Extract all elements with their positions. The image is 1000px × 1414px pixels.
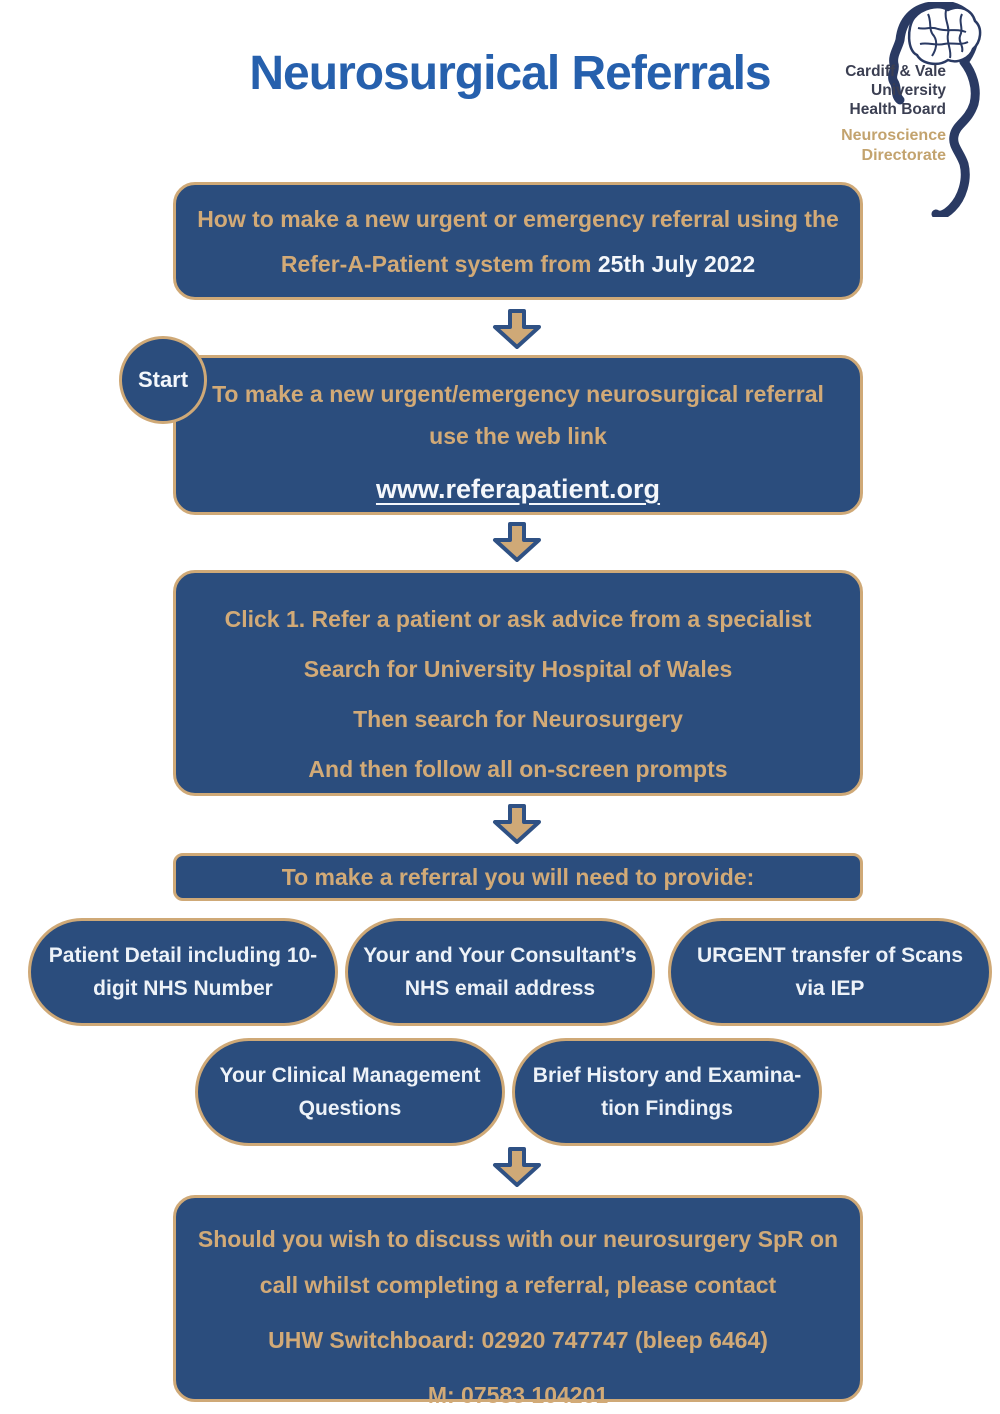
intro-line1: How to make a new urgent or emergency referral using the [197,206,839,232]
requirements-header [173,853,863,901]
contact-line: call whilst completing a referral, please contact [259,1272,777,1298]
intro-line2: Refer-A-Patient system from 25th July 2022 [280,251,756,277]
requirement-pill-scans: URGENT transfer of Scans via IEP [668,918,992,1026]
down-arrow-icon [487,1147,547,1187]
instruction-step: Then search for Neurosurgery [353,706,683,732]
requirement-pill-management-questions: Your Clinical Management Questions [195,1038,505,1146]
requirements-heading: To make a referral you will need to provide: [281,863,755,890]
weblink-line1: To make a new urgent/emergency neurosurgical referral [212,381,824,407]
mobile-number: M: 07583 104201 [427,1382,609,1408]
down-arrow-icon [487,522,547,562]
start-label: Start [137,367,189,392]
weblink-box [173,355,863,515]
requirement-pill-email: Your and Your Consultant’s NHS email address [345,918,655,1026]
instruction-step: And then follow all on-screen prompts [308,756,728,782]
contact-line: Should you wish to discuss with our neurosurgery SpR on [197,1226,839,1252]
requirement-pill-history-findings: Brief History and Examina- tion Findings [512,1038,822,1146]
logo-text [821,62,946,166]
logo-org-line: University [871,82,946,99]
instructions-box [173,570,863,796]
go-live-date: 25th July 2022 [597,251,756,277]
weblink-line2: use the web link [429,423,607,449]
instruction-step: Click 1. Refer a patient or ask advice from a specialist [224,606,812,632]
logo-org-line: Cardiff & Vale [845,63,946,80]
requirement-pill-nhs-number: Patient Detail including 10- digit NHS Number [28,918,338,1026]
refer-a-patient-link[interactable]: www.referapatient.org [375,474,661,504]
start-node [119,336,207,424]
logo-dept-line: Directorate [861,147,946,164]
intro-box [173,182,863,300]
contact-box [173,1195,863,1408]
logo-org-line: Health Board [849,101,946,118]
logo-dept-line: Neuroscience [841,127,946,144]
page-title: Neurosurgical Referrals [249,47,771,100]
switchboard-number: UHW Switchboard: 02920 747747 (bleep 6464) [268,1327,768,1353]
down-arrow-icon [487,309,547,349]
instruction-step: Search for University Hospital of Wales [303,656,733,682]
down-arrow-icon [487,804,547,844]
